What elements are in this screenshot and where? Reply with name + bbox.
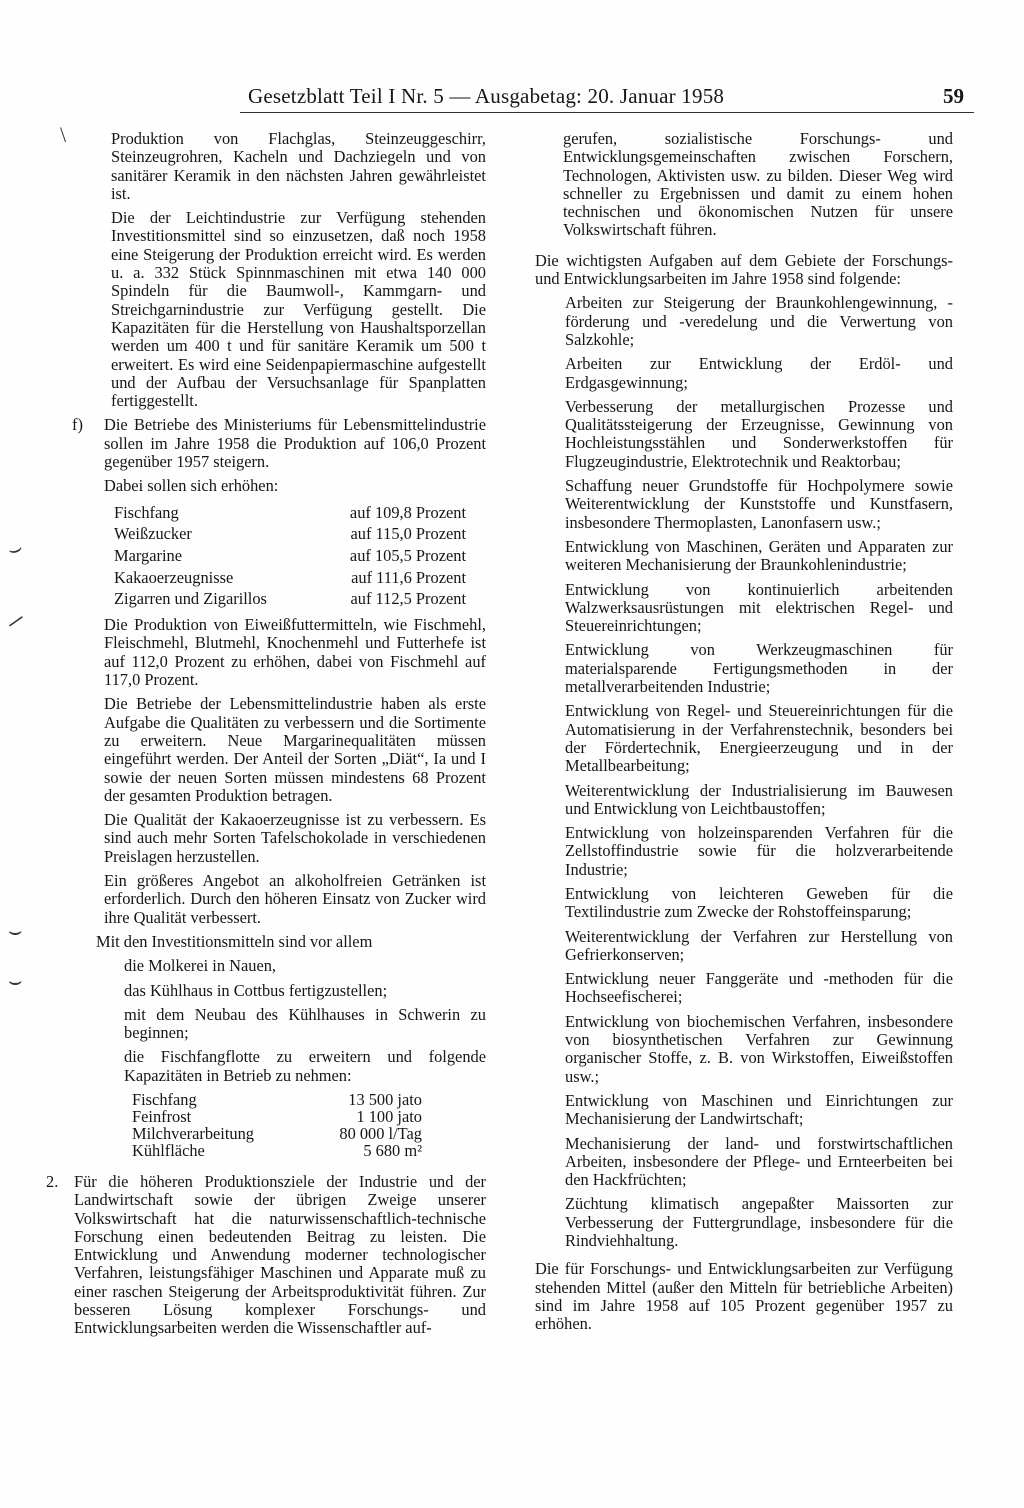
paragraph: Ein größeres Angebot an alkoholfreien Getränken ist erforderlich. Durch den höheren Einsatz von Zucker wird ihre Qualität verbessert. xyxy=(104,871,486,927)
research-task-list xyxy=(535,294,953,1250)
table-cell-label: Kühlfläche xyxy=(132,1140,205,1160)
table-cell-value: 5 680 m² xyxy=(363,1140,422,1160)
list-item: Züchtung klimatisch angepaßter Maissorten zur Verbesserung der Futtergrundlage, insbesondere für die Rindviehhaltung. xyxy=(565,1194,953,1251)
item-body xyxy=(74,1173,486,1344)
list-item: Mechanisierung der land- und forstwirtschaftlichen Arbeiten, insbesondere der Pflege- und Ernteerbeiten bei den Hackfrüchten; xyxy=(565,1133,953,1190)
list-item: Entwicklung von Regel- und Steuereinrichtungen für die Automatisierung in der Verfahrenstechnik, besonders bei der Fördertechnik, Energieerzeugung und in der Metallbearbeitung; xyxy=(565,701,953,776)
table-cell-label: Kakaoerzeugnisse xyxy=(114,567,234,587)
increase-table xyxy=(114,502,466,611)
table-cell-value: auf 115,0 Prozent xyxy=(350,524,466,544)
list-item: Arbeiten zur Steigerung der Braunkohlengewinnung, -förderung und -veredelung und die Verwertung von Salzkohle; xyxy=(565,293,953,349)
list-item: Arbeiten zur Entwicklung der Erdöl- und Erdgasgewinnung; xyxy=(565,354,953,392)
list-item: Weiterentwicklung der Verfahren zur Herstellung von Gefrierkonserven; xyxy=(565,926,953,964)
capacity-table xyxy=(132,1091,432,1159)
list-item: Entwicklung von biochemischen Verfahren, insbesondere von biosynthetischen Verfahren zur Gewinnung organischer Stoffe, z. B. von Wirkstoffen, Eiweißstoffen usw.; xyxy=(565,1011,953,1086)
sub-item: mit dem Neubau des Kühlhauses in Schwerin zu beginnen; xyxy=(124,1004,486,1043)
paragraph: gerufen, sozialistische Forschungs- und Entwicklungsgemeinschaften zwischen Forschern, Technologen, Aktivisten usw. zu bilden. Dieser Weg wird schneller zu Ergebnissen und damit zu einem hohen technischen und ökonomischen Nutzen für unsere Volkswirtschaft führen. xyxy=(563,129,953,240)
table-cell-label: Zigarren und Zigarillos xyxy=(114,589,267,609)
paragraph: Die Produktion von Eiweißfuttermitteln, wie Fischmehl, Fleischmehl, Blutmehl, Knochenmehl und Futterhefe ist auf 112,0 Prozent zu erhöhen, dabei von Fischmehl auf 117,0 Prozent. xyxy=(104,615,486,690)
table-row xyxy=(114,567,466,589)
table-cell-value: 80 000 l/Tag xyxy=(339,1123,422,1143)
page-header-title: Gesetzblatt Teil I Nr. 5 — Ausgabetag: 20. Januar 1958 xyxy=(248,84,725,108)
table-cell-label: Weißzucker xyxy=(114,524,192,544)
list-item: Entwicklung von kontinuierlich arbeitenden Walzwerksausrüstungen mit elektrischen Regel- und Steuereinrichtungen; xyxy=(565,579,953,636)
margin-mark: ─ xyxy=(1,605,30,636)
table-cell-label: Milchverarbeitung xyxy=(132,1123,254,1143)
list-item-2 xyxy=(46,1173,486,1344)
table-cell-value: auf 111,6 Prozent xyxy=(351,567,466,587)
table-row xyxy=(132,1108,432,1125)
paragraph: Die der Leichtindustrie zur Verfügung stehenden Investitionsmittel sind so einzusetzen, daß noch 1958 eine Steigerung der Produktion erreicht wird. Es werden u. a. 332 Stück Spinnmaschinen mit etwa 140 000 Spindeln für die Baumwoll-, Kammgarn- und Streichgarnindustrie zur Verfügung gestellt. Die Kapazitäten für die Herstellung von Haushaltsporzellan werden um 400 t und für sanitäre Keramik um 500 t erweitert. Es wird eine Seidenpapiermaschine aufgestellt und der Aufbau der Versuchsanlage für Spanplatten fertiggestellt. xyxy=(111,208,486,411)
paragraph: Die Qualität der Kakaoerzeugnisse ist zu verbessern. Es sind auch mehr Sorten Tafelschokolade in verschiedenen Preislagen herzustellen. xyxy=(104,810,486,866)
table-cell-label: Feinfrost xyxy=(132,1106,192,1126)
item-label: 2. xyxy=(46,1171,59,1191)
table-row xyxy=(114,588,466,610)
margin-mark: ⌣ xyxy=(4,534,26,563)
table-row xyxy=(114,502,466,524)
header-rule xyxy=(240,112,974,113)
list-item: Entwicklung neuer Fanggeräte und -methoden für die Hochseefischerei; xyxy=(565,969,953,1007)
paragraph: Die wichtigsten Aufgaben auf dem Gebiete der Forschungs- und Entwicklungsarbeiten im Jahre 1958 sind folgende: xyxy=(535,250,953,289)
list-item: Entwicklung von leichteren Geweben für die Textilindustrie zum Zwecke der Rohstoffeinsparung; xyxy=(565,883,953,922)
right-column xyxy=(535,130,953,1340)
table-cell-label: Fischfang xyxy=(114,502,179,522)
list-item: Schaffung neuer Grundstoffe für Hochpolymere sowie Weiterentwicklung der Kunststoffe und Kunstfasern, insbesondere Thermoplasten, Lanonfasern usw.; xyxy=(565,476,953,532)
page-number: 59 xyxy=(943,84,964,108)
margin-mark: ⌣ xyxy=(8,968,23,993)
list-item-f xyxy=(58,416,486,1167)
list-item: Entwicklung von Werkzeugmaschinen für materialsparende Fertigungsmethoden in der metallverarbeitenden Industrie; xyxy=(565,640,953,697)
list-item: Weiterentwicklung der Industrialisierung im Bauwesen und Entwicklung von Leichtbaustoffen; xyxy=(565,780,953,818)
table-row xyxy=(114,545,466,567)
margin-mark: \ xyxy=(60,122,67,147)
table-cell-value: 13 500 jato xyxy=(348,1089,422,1109)
item-label: f) xyxy=(72,415,83,435)
paragraph: Die Betriebe des Ministeriums für Lebensmittelindustrie sollen im Jahre 1958 die Produktion auf 106,0 Prozent gegenüber 1957 steigern. xyxy=(104,415,486,472)
list-item: Entwicklung von holzeinsparenden Verfahren für die Zellstoffindustrie sowie für die holzverarbeitende Industrie; xyxy=(565,823,953,879)
table-row xyxy=(114,523,466,545)
list-item: Entwicklung von Maschinen, Geräten und Apparaten zur weiteren Mechanisierung der Braunkohlenindustrie; xyxy=(565,536,953,575)
paragraph: Die Betriebe der Lebensmittelindustrie haben als erste Aufgabe die Qualitäten zu verbessern und die Sortimente zu erweitern. Neue Margarinequalitäten müssen eingeführt werden. Der Anteil der Sorten „Diät“, Ia und I sowie der neuen Sorten müssen mindestens 68 Prozent der gesamten Produktion betragen. xyxy=(104,694,486,805)
sub-item: die Fischfangflotte zu erweitern und folgende Kapazitäten in Betrieb zu nehmen: xyxy=(124,1047,486,1085)
table-row xyxy=(132,1091,432,1108)
paragraph: Die für Forschungs- und Entwicklungsarbeiten zur Verfügung stehenden Mittel (außer den Mitteln für betriebliche Arbeiten) sind im Jahre 1958 auf 105 Prozent gegenüber 1957 zu erhöhen. xyxy=(535,1259,953,1334)
sub-item: die Molkerei in Nauen, xyxy=(124,956,277,976)
table-cell-label: Fischfang xyxy=(132,1089,197,1109)
item-body xyxy=(96,415,486,1167)
left-column xyxy=(46,129,486,1350)
paragraph: Dabei sollen sich erhöhen: xyxy=(104,476,279,496)
table-cell-value: 1 100 jato xyxy=(356,1106,422,1126)
paragraph: Für die höheren Produktionsziele der Industrie und der Landwirtschaft sowie der übrigen Zweige unserer Volkswirtschaft hat die naturwissenschaftlich-technische Forschung einen bedeutenden Beitrag zu leisten. Die Entwicklung und Anwendung moderner technologischer Verfahren, leistungsfähiger Maschinen und Apparate muß zu einer raschen Steigerung der Arbeitsproduktivität führen. Zur besseren Lösung komplexer Forschungs- und Entwicklungsarbeiten werden die Wissenschaftler auf- xyxy=(74,1171,486,1338)
list-item: Verbesserung der metallurgischen Prozesse und Qualitätssteigerung der Erzeugnisse, Gewinnung von Hochleistungsstählen und Sonderwerkstoffen für Flugzeugindustrie, Elektrotechnik und Reaktorbau; xyxy=(565,396,953,471)
margin-mark: ⌣ xyxy=(8,918,23,943)
table-row xyxy=(132,1142,432,1159)
table-cell-value: auf 105,5 Prozent xyxy=(349,546,466,566)
table-cell-label: Margarine xyxy=(114,546,182,566)
table-row xyxy=(132,1125,432,1142)
list-item: Entwicklung von Maschinen und Einrichtungen zur Mechanisierung der Landwirtschaft; xyxy=(565,1090,953,1129)
table-cell-value: auf 112,5 Prozent xyxy=(350,589,466,609)
table-cell-value: auf 109,8 Prozent xyxy=(349,502,466,522)
paragraph: Mit den Investitionsmitteln sind vor allem xyxy=(96,931,373,951)
paragraph: Produktion von Flachglas, Steinzeuggeschirr, Steinzeugrohren, Kacheln und Dachziegeln und von sanitärer Keramik in den nächsten Jahren gewährleistet ist. xyxy=(111,129,486,203)
sub-item: das Kühlhaus in Cottbus fertigzustellen; xyxy=(124,980,388,1000)
